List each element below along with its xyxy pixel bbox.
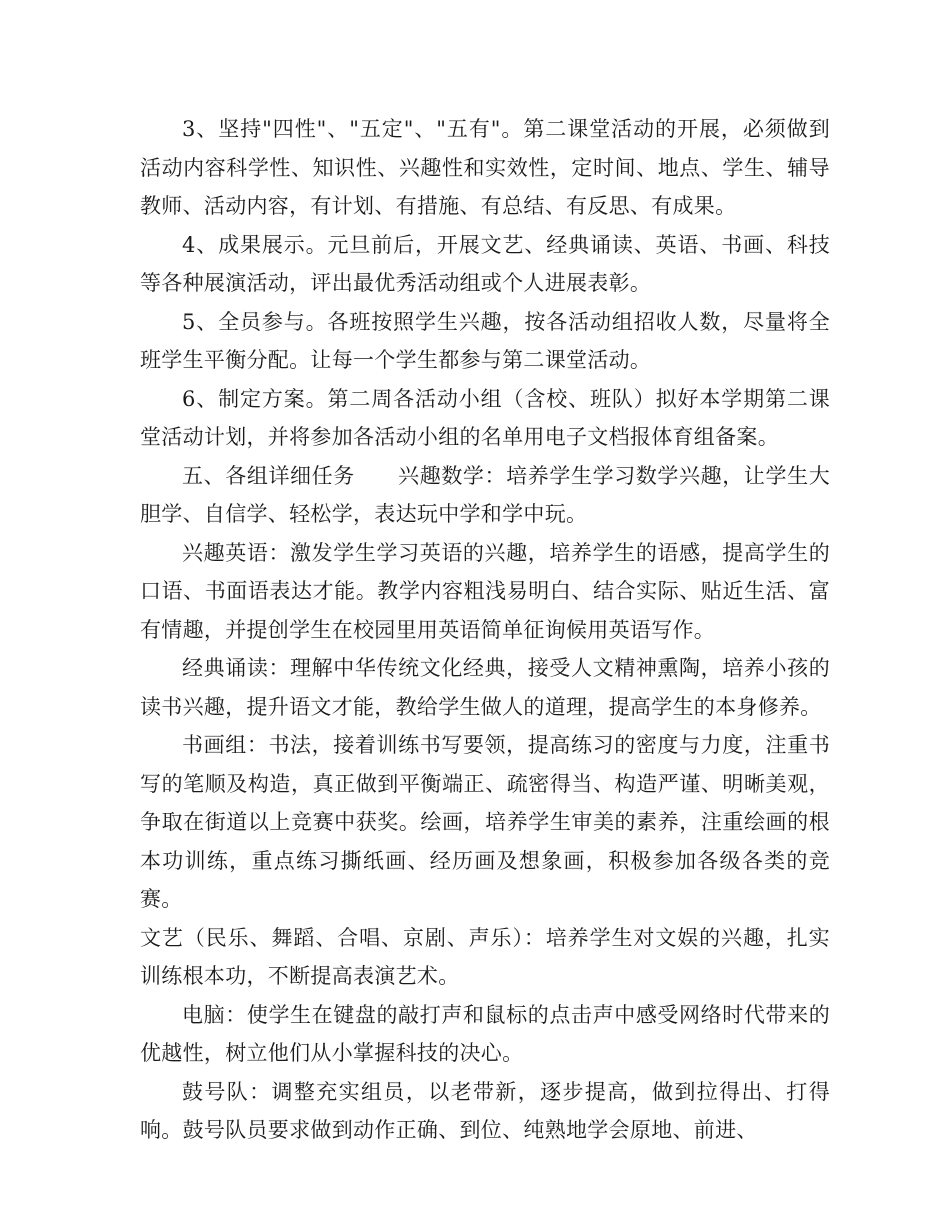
paragraph-classics: 经典诵读：理解中华传统文化经典，接受人文精神熏陶，培养小孩的读书兴趣，提升语文才能，教给学生做人的道理，提高学生的本身修养。 <box>140 656 830 719</box>
document-body <box>140 110 830 1150</box>
paragraph-english: 兴趣英语：激发学生学习英语的兴趣，培养学生的语感，提高学生的口语、书面语表达才能。教学内容粗浅易明白、结合实际、贴近生活、富有情趣，并提创学生在校园里用英语简单征询候用英语写作。 <box>140 540 830 642</box>
paragraph-drum-band: 鼓号队：调整充实组员，以老带新，逐步提高，做到拉得出、打得响。鼓号队员要求做到动作正确、到位、纯熟地学会原地、前进、 <box>140 1079 830 1142</box>
paragraph-computer: 电脑：使学生在键盘的敲打声和鼠标的点击声中感受网络时代带来的优越性，树立他们从小掌握科技的决心。 <box>140 1002 830 1065</box>
paragraph-item-5: 5、全员参与。各班按照学生兴趣，按各活动组招收人数，尽量将全班学生平衡分配。让每一个学生都参与第二课堂活动。 <box>140 309 830 372</box>
paragraph-item-3: 3、坚持"四性"、"五定"、"五有"。第二课堂活动的开展，必须做到活动内容科学性、知识性、兴趣性和实效性，定时间、地点、学生、辅导教师、活动内容，有计划、有措施、有总结、有反思、有成果。 <box>140 117 830 218</box>
paragraph-calligraphy-painting: 书画组：书法，接着训练书写要领，提高练习的密度与力度，注重书写的笔顺及构造，真正做到平衡端正、疏密得当、构造严谨、明晰美观，争取在街道以上竞赛中获奖。绘画，培养学生审美的素养，注重绘画的根本功训练，重点练习撕纸画、经历画及想象画，积极参加各级各类的竞赛。 <box>140 733 830 911</box>
paragraph-item-6: 6、制定方案。第二周各活动小组（含校、班队）拟好本学期第二课堂活动计划，并将参加各活动小组的名单用电子文档报体育组备案。 <box>140 386 830 449</box>
paragraph-section-5-math: 五、各组详细任务 兴趣数学：培养学生学习数学兴趣，让学生大胆学、自信学、轻松学，表达玩中学和学中玩。 <box>140 463 830 526</box>
paragraph-item-4: 4、成果展示。元旦前后，开展文艺、经典诵读、英语、书画、科技等各种展演活动，评出最优秀活动组或个人进展表彰。 <box>140 232 830 295</box>
paragraph-arts: 文艺（民乐、舞蹈、合唱、京剧、声乐）：培养学生对文娱的兴趣，扎实训练根本功，不断提高表演艺术。 <box>140 925 830 988</box>
